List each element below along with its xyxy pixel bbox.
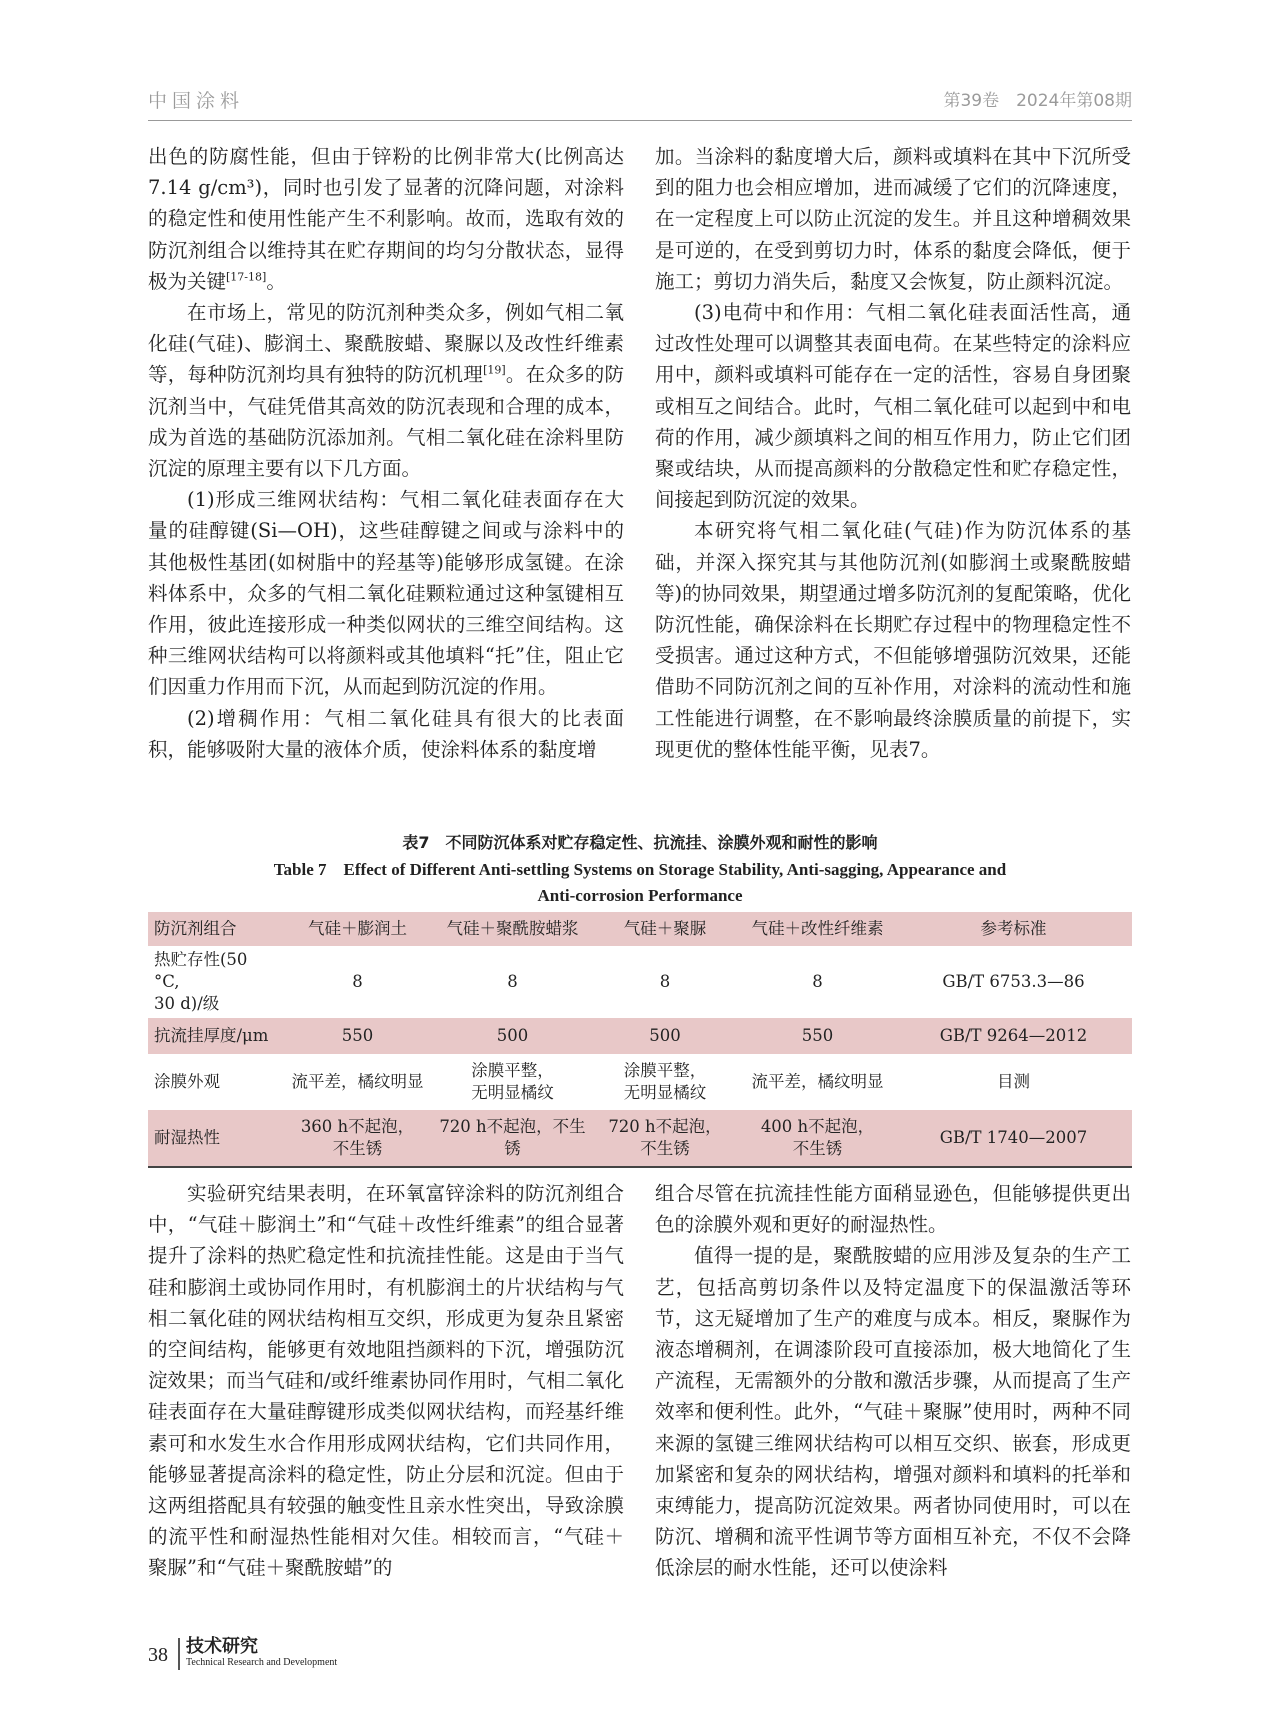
table-cell: 8 <box>659 972 671 991</box>
table-cell: 8 <box>352 972 363 991</box>
paragraph: (3)电荷中和作用：气相二氧化硅表面活性高，通过改性处理可以调整其表面电荷。在某些特定的涂料应用中，颜料或填料可能存在一定的活性，容易自身团聚或相互之间结合。此时，气相二氧化硅可以起到中和电荷的作用，减少颜填料之间的相互作用力，防止它们团聚或结块，从而提高颜料的分散稳定性和贮存稳定性，间接起到防沉淀的效果。 <box>655 301 1131 512</box>
table-cell: 400 h不起泡， 不生锈 <box>740 1110 895 1167</box>
table-cell: 涂膜平整， 无明显橘纹 <box>623 1061 707 1102</box>
paragraph: 组合尽管在抗流挂性能方面稍显逊色，但能够提供更出色的涂膜外观和更好的耐湿热性。 <box>655 1182 1131 1237</box>
row-label: 耐湿热性 <box>148 1110 280 1167</box>
table-header: 气硅＋聚脲 <box>590 912 740 946</box>
paragraph: 本研究将气相二氧化硅(气硅)作为防沉体系的基础，并深入探究其与其他防沉剂(如膨润土或聚酰胺蜡等)的协同效果，期望通过增多防沉剂的复配策略，优化防沉性能，确保涂料在长期贮存过程中的物理稳定性不受损害。通过这种方式，不但能够增强防沉效果，还能借助不同防沉剂之间的互补作用，对涂料的流动性和施工性能进行调整，在不影响最终涂膜质量的前提下，实现更优的整体性能平衡，见表7。 <box>655 519 1131 761</box>
paragraph: 值得一提的是，聚酰胺蜡的应用涉及复杂的生产工艺，包括高剪切条件以及特定温度下的保温激活等环节，这无疑增加了生产的难度与成本。相反，聚脲作为液态增稠剂，在调漆阶段可直接添加，极大地简化了生产流程，无需额外的分散和激活步骤，从而提高了生产效率和便利性。此外，“气硅＋聚脲”使用时，两种不同来源的氢键三维网状结构可以相互交织、嵌套，形成更加紧密和复杂的网状结构，增强对颜料和填料的托举和束缚能力，提高防沉淀效果。两者协同使用时，可以在防沉、增稠和流平性调节等方面相互补充，不仅不会降低涂层的耐水性能，还可以使涂料 <box>655 1244 1131 1580</box>
footer-divider <box>178 1638 180 1670</box>
section-title-en: Technical Research and Development <box>186 1657 338 1668</box>
table-caption <box>148 829 1132 909</box>
table-cell: GB/T 9264—2012 <box>895 1018 1132 1054</box>
top-left-column <box>148 141 624 765</box>
table-caption-en-cont: Anti-corrosion Performance <box>537 886 743 905</box>
table-cell: 360 h不起泡， 不生锈 <box>280 1110 435 1167</box>
table-cell: 550 <box>740 1018 895 1054</box>
table-row <box>148 1018 1132 1054</box>
paragraph: 在市场上，常见的防沉剂种类众多，例如气相二氧化硅(气硅)、膨润土、聚酰胺蜡、聚脲以及改性纤维素等，每种防沉剂均具有独特的防沉机理[19]。在众多的防沉剂当中，气硅凭借其高效的防沉表现和合理的成本，成为首选的基础防沉添加剂。气相二氧化硅在涂料里防沉淀的原理主要有以下几方面。 <box>148 301 624 481</box>
paragraph: (2)增稠作用：气相二氧化硅具有很大的比表面积，能够吸附大量的液体介质，使涂料体系的黏度增 <box>148 706 624 761</box>
row-label: 涂膜外观 <box>154 1072 220 1091</box>
table-row <box>148 1110 1132 1167</box>
table-caption-cn: 表7 不同防沉体系对贮存稳定性、抗流挂、涂膜外观和耐性的影响 <box>402 833 878 852</box>
section-title: 技术研究 <box>186 1636 258 1657</box>
top-right-column <box>655 141 1131 765</box>
table-header: 气硅＋膨润土 <box>280 912 435 946</box>
page-number: 38 <box>148 1644 168 1666</box>
table-header: 参考标准 <box>895 912 1132 946</box>
running-header <box>148 86 1132 121</box>
table-cell: 500 <box>435 1018 590 1054</box>
table-cell: 500 <box>590 1018 740 1054</box>
table-cell: 8 <box>507 972 518 991</box>
table-header: 防沉剂组合 <box>148 912 280 946</box>
row-label: 热贮存性(50 °C, 30 d)/级 <box>154 950 248 1013</box>
citation[interactable]: [17-18] <box>226 270 267 284</box>
table-header-row <box>148 912 1132 946</box>
table-row <box>148 946 1132 1018</box>
table-header: 气硅＋改性纤维素 <box>740 912 895 946</box>
table-cell: 720 h不起泡，不生锈 <box>435 1110 590 1167</box>
table-header: 气硅＋聚酰胺蜡浆 <box>435 912 590 946</box>
table-cell: 涂膜平整， 无明显橘纹 <box>471 1061 554 1102</box>
paragraph: 出色的防腐性能，但由于锌粉的比例非常大(比例高达7.14 g/cm³)，同时也引发了显著的沉降问题，对涂料的稳定性和使用性能产生不利影响。故而，选取有效的防沉剂组合以维持其在贮存期间的均匀分散状态，显得极为关键[17-18]。 <box>148 145 624 293</box>
table-cell: 目测 <box>997 1072 1030 1091</box>
table-cell: GB/T 1740—2007 <box>895 1110 1132 1167</box>
issue-info: 第39卷 2024年第08期 <box>943 91 1132 111</box>
citation[interactable]: [19] <box>483 363 506 377</box>
row-label: 抗流挂厚度/μm <box>148 1018 280 1054</box>
paragraph: 实验研究结果表明，在环氧富锌涂料的防沉剂组合中，“气硅＋膨润土”和“气硅＋改性纤维素”的组合显著提升了涂料的热贮稳定性和抗流挂性能。这是由于当气硅和膨润土或协同作用时，有机膨润土的片状结构与气相二氧化硅的网状结构相互交织，形成更为复杂且紧密的空间结构，能够更有效地阻挡颜料的下沉，增强防沉淀效果；而当气硅和/或纤维素协同作用时，气相二氧化硅表面存在大量硅醇键形成类似网状结构，而羟基纤维素可和水发生水合作用形成网状结构，它们共同作用，能够显著提高涂料的稳定性，防止分层和沉淀。但由于这两组搭配具有较强的触变性且亲水性突出，导致涂膜的流平性和耐湿热性能相对欠佳。相较而言，“气硅＋聚脲”和“气硅＋聚酰胺蜡”的 <box>148 1182 624 1580</box>
table-cell: 720 h不起泡， 不生锈 <box>590 1110 740 1167</box>
table-caption-en: Table 7 Effect of Different Anti-settling Systems on Storage Stability, Anti-sagging, Appearance and <box>273 860 1007 879</box>
table-cell: GB/T 6753.3—86 <box>942 972 1085 991</box>
table-cell: 550 <box>280 1018 435 1054</box>
paragraph: (1)形成三维网状结构：气相二氧化硅表面存在大量的硅醇键(Si—OH)，这些硅醇键之间或与涂料中的其他极性基团(如树脂中的羟基等)能够形成氢键。在涂料体系中，众多的气相二氧化硅颗粒通过这种氢键相互作用，彼此连接形成一种类似网状的三维空间结构。这种三维网状结构可以将颜料或其他填料“托”住，阻止它们因重力作用而下沉，从而起到防沉淀的作用。 <box>148 488 624 699</box>
table-cell: 流平差，橘纹明显 <box>751 1072 884 1091</box>
table-cell: 流平差，橘纹明显 <box>291 1072 424 1091</box>
table-cell: 8 <box>812 972 823 991</box>
journal-name: 中国涂料 <box>148 90 245 112</box>
bottom-left-column <box>148 1178 624 1584</box>
paragraph: 加。当涂料的黏度增大后，颜料或填料在其中下沉所受到的阻力也会相应增加，进而减缓了它们的沉降速度，在一定程度上可以防止沉淀的发生。并且这种增稠效果是可逆的，在受到剪切力时，体系的黏度会降低，便于施工；剪切力消失后，黏度又会恢复，防止颜料沉淀。 <box>655 145 1131 293</box>
bottom-right-column <box>655 1178 1131 1584</box>
data-table <box>148 912 1132 1168</box>
table-row <box>148 1054 1132 1110</box>
